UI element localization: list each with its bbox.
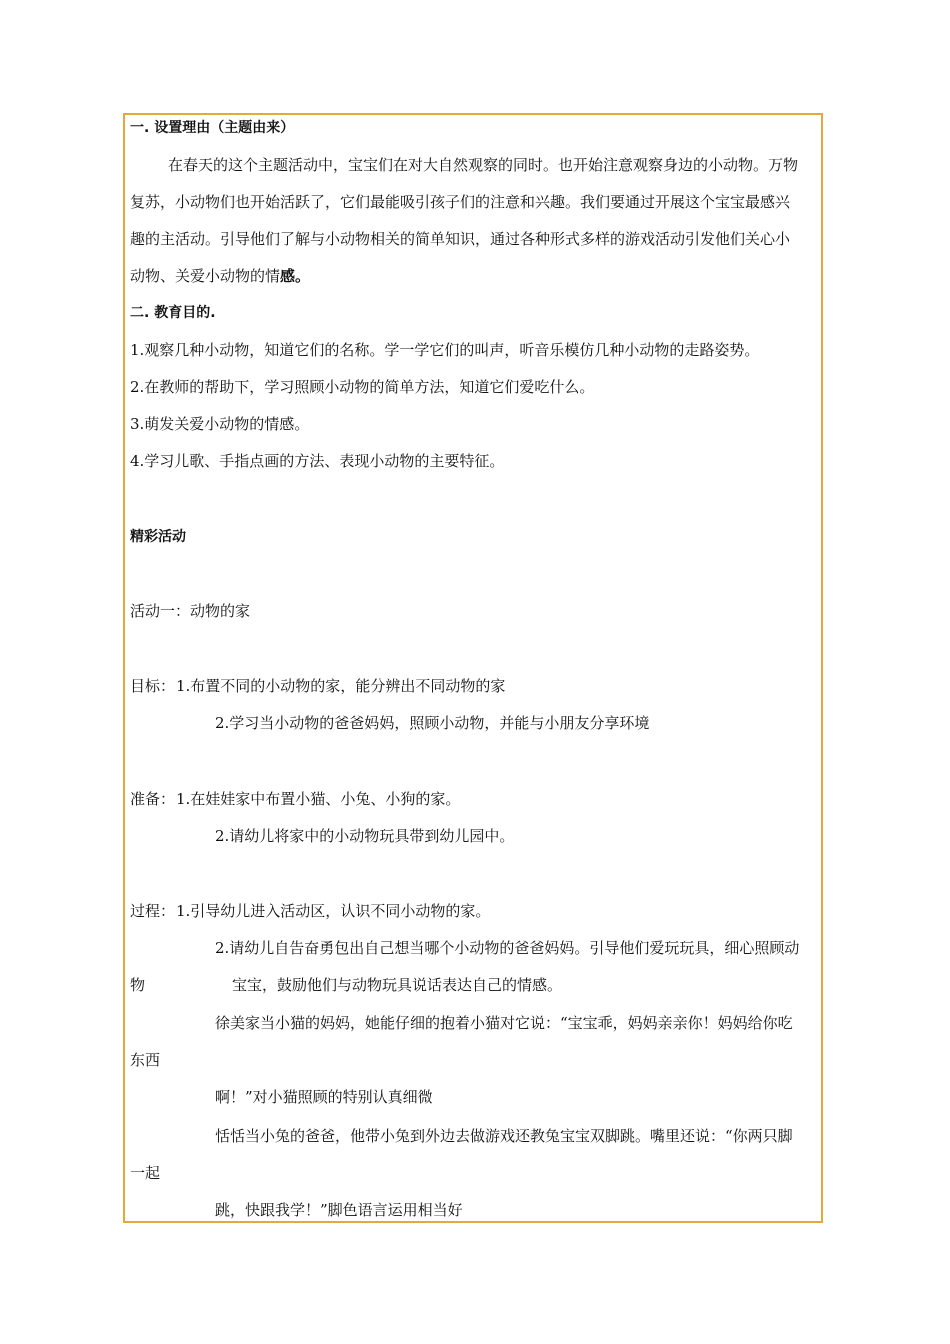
prep-item-2: 2.请幼儿将家中的小动物玩具带到幼儿园中。: [215, 827, 515, 845]
prep-item-1: 1.在娃娃家中布置小猫、小兔、小狗的家。: [176, 790, 461, 808]
target-item-1: 1.布置不同的小动物的家，能分辨出不同动物的家: [176, 677, 506, 695]
process-item-2: 2.请幼儿自告奋勇包出自己想当哪个小动物的爸爸妈妈。引导他们爱玩玩具，细心照顾动: [215, 939, 800, 957]
goal-item: 4.学习儿歌、手指点画的方法、表现小动物的主要特征。: [130, 452, 505, 470]
process-item-2-cont: 宝宝，鼓励他们与动物玩具说话表达自己的情感。: [232, 976, 563, 994]
target-label: 目标：: [130, 677, 176, 695]
target-item-2: 2.学习当小动物的爸爸妈妈，照顾小动物，并能与小朋友分享环境: [215, 714, 650, 732]
process-item-1: 1.引导幼儿进入活动区，认识不同小动物的家。: [176, 902, 491, 920]
goal-item: 1.观察几种小动物，知道它们的名称。学一学它们的叫声，听音乐模仿几种小动物的走路姿势。: [130, 341, 760, 359]
section-heading-reason: 一. 设置理由（主题由来）: [130, 120, 295, 136]
activity-title: 活动一：动物的家: [130, 602, 251, 620]
reason-paragraph-line-3: 趣的主活动。引导他们了解与小动物相关的简单知识，通过各种形式多样的游戏活动引发他们关心小: [130, 230, 791, 248]
goal-item: 2.在教师的帮助下，学习照顾小动物的简单方法，知道它们爱吃什么。: [130, 378, 595, 396]
story-1-line-2: 东西: [130, 1051, 161, 1069]
story-1-line-3: 啊！”对小猫照顾的特别认真细微: [215, 1088, 433, 1106]
reason-paragraph-line-2: 复苏，小动物们也开始活跃了，它们最能吸引孩子们的注意和兴趣。我们要通过开展这个宝宝最感兴: [130, 193, 791, 211]
section-heading-goals: 二. 教育目的.: [130, 305, 216, 321]
story-2-line-3: 跳，快跟我学！”脚色语言运用相当好: [215, 1201, 463, 1219]
reason-paragraph-end: 感。: [280, 267, 311, 285]
process-label: 过程：: [130, 902, 176, 920]
process-item-2-wrap-left: 物: [130, 976, 146, 994]
reason-paragraph-line-1: 在春天的这个主题活动中，宝宝们在对大自然观察的同时。也开始注意观察身边的小动物。万物: [168, 156, 799, 174]
goal-item: 3.萌发关爱小动物的情感。: [130, 415, 310, 433]
story-2-line-2: 一起: [130, 1164, 161, 1182]
reason-paragraph-line-4-text: 动物、关爱小动物的情: [130, 267, 281, 285]
section-heading-highlights: 精彩活动: [130, 529, 186, 545]
reason-paragraph-line-4: [130, 266, 310, 286]
story-1-line-1: 徐美家当小猫的妈妈，她能仔细的抱着小猫对它说：“宝宝乖，妈妈亲亲你！妈妈给你吃: [215, 1014, 793, 1032]
story-2-line-1: 恬恬当小兔的爸爸，他带小兔到外边去做游戏还教兔宝宝双脚跳。嘴里还说：“你两只脚: [215, 1127, 793, 1145]
prep-label: 准备：: [130, 790, 176, 808]
